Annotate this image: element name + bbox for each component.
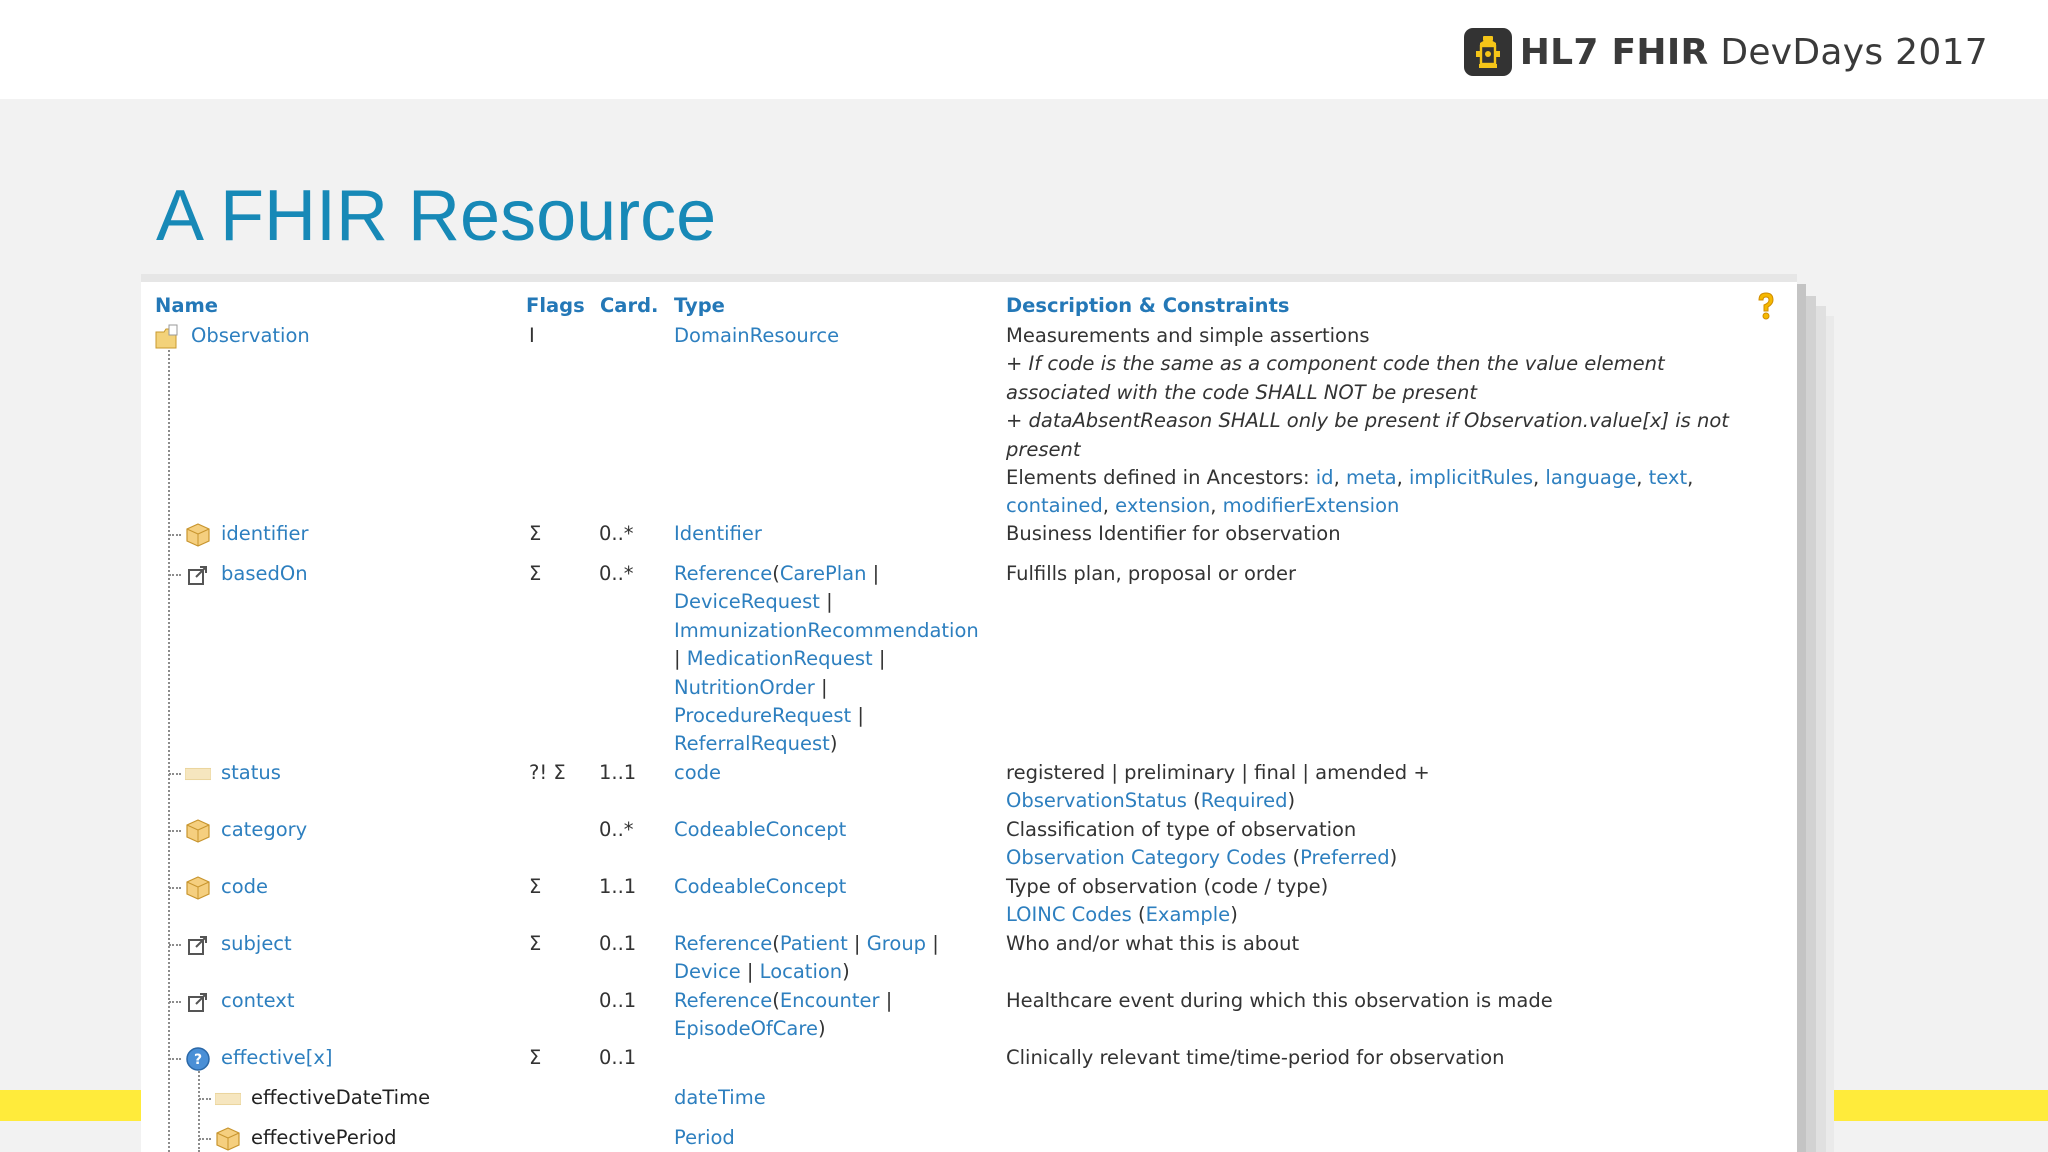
reference-link-icon xyxy=(185,989,211,1015)
ancestor-link[interactable]: modifierExtension xyxy=(1222,494,1400,518)
desc-effective: Clinically relevant time/time-period for observation xyxy=(1006,1046,1505,1069)
binding-strength-link[interactable]: Example xyxy=(1145,903,1231,927)
ancestor-link[interactable]: contained xyxy=(1006,494,1103,518)
reference-link-icon xyxy=(185,932,211,958)
element-name-code[interactable]: code xyxy=(221,875,269,898)
tree-branch xyxy=(169,1058,181,1060)
tree-line xyxy=(168,342,170,1152)
reference-link-icon xyxy=(185,562,211,588)
reference-type-link[interactable]: Reference xyxy=(674,989,773,1012)
reference-target-link[interactable]: Location xyxy=(759,960,843,984)
tree-branch xyxy=(169,830,181,832)
tree-branch xyxy=(169,887,181,889)
tree-branch xyxy=(199,1098,211,1100)
column-header-name: Name xyxy=(155,294,219,317)
datatype-cube-icon xyxy=(185,818,211,844)
slide-title: A FHIR Resource xyxy=(156,176,717,256)
fire-hydrant-icon xyxy=(1464,28,1512,76)
card-code: 1..1 xyxy=(599,875,637,898)
desc-context: Healthcare event during which this observation is made xyxy=(1006,989,1553,1012)
datatype-cube-icon xyxy=(215,1126,241,1152)
desc-category: Classification of type of observation Observation Category Codes (Preferred) xyxy=(1006,818,1398,870)
datatype-cube-icon xyxy=(185,875,211,901)
reference-target-link[interactable]: CarePlan xyxy=(779,562,867,585)
devdays-logo xyxy=(1464,28,1988,76)
type-effectivedatetime[interactable]: dateTime xyxy=(674,1086,766,1109)
type-category[interactable]: CodeableConcept xyxy=(674,818,847,841)
card-subject: 0..1 xyxy=(599,932,637,955)
reference-target-link[interactable]: EpisodeOfCare xyxy=(674,1017,818,1041)
element-name-status[interactable]: status xyxy=(221,761,281,784)
reference-target-link[interactable]: ReferralRequest xyxy=(674,732,830,756)
type-identifier[interactable]: Identifier xyxy=(674,522,762,545)
card-category: 0..* xyxy=(599,818,634,841)
tree-branch xyxy=(169,944,181,946)
type-code[interactable]: CodeableConcept xyxy=(674,875,847,898)
table-shadow xyxy=(1826,316,1834,1152)
binding-link[interactable]: ObservationStatus xyxy=(1006,789,1187,813)
tree-branch xyxy=(169,1001,181,1003)
tree-branch xyxy=(199,1138,211,1140)
ancestor-link[interactable]: text xyxy=(1648,466,1688,490)
reference-target-link[interactable]: NutritionOrder xyxy=(674,675,815,699)
reference-type-link[interactable]: Reference xyxy=(674,932,773,955)
reference-type-link[interactable]: Reference xyxy=(674,562,773,585)
reference-target-link[interactable]: ProcedureRequest xyxy=(674,704,852,728)
element-name-context[interactable]: context xyxy=(221,989,295,1012)
desc-basedon: Fulfills plan, proposal or order xyxy=(1006,562,1296,585)
element-name-subject[interactable]: subject xyxy=(221,932,292,955)
element-name-observation[interactable]: Observation xyxy=(191,324,310,347)
choice-type-icon xyxy=(185,1046,211,1072)
card-context: 0..1 xyxy=(599,989,637,1012)
primitive-type-icon xyxy=(185,761,211,787)
desc-identifier: Business Identifier for observation xyxy=(1006,522,1341,545)
type-effectiveperiod[interactable]: Period xyxy=(674,1126,735,1149)
question-mark-icon[interactable] xyxy=(1751,290,1781,322)
reference-target-link[interactable]: Encounter xyxy=(779,989,880,1012)
tree-branch xyxy=(169,534,181,536)
resource-table xyxy=(141,282,1797,1152)
flags-subject: Σ xyxy=(529,932,542,955)
reference-target-link[interactable]: MedicationRequest xyxy=(686,647,873,671)
element-name-basedon[interactable]: basedOn xyxy=(221,562,308,585)
card-status: 1..1 xyxy=(599,761,637,784)
tree-branch xyxy=(169,574,181,576)
ancestor-link[interactable]: id xyxy=(1315,466,1334,490)
ancestor-link[interactable]: meta xyxy=(1345,466,1397,490)
binding-link[interactable]: LOINC Codes xyxy=(1006,903,1132,927)
reference-target-link[interactable]: ImmunizationRecommendation xyxy=(674,618,979,642)
desc-observation: Measurements and simple assertions + If code is the same as a component code then the value element associated with the code SHALL NOT be present + dataAbsentReason SHALL only be present if Observation.value[x] is not present Elements defined in Ancestors: id, meta, implicitRules, language, text, contained, extension, modifierExtension xyxy=(1006,324,1729,518)
type-basedon: Reference(CarePlan | DeviceRequest | ImmunizationRecommendation | MedicationRequest | NutritionOrder | ProcedureRequest | ReferralRequest) xyxy=(674,562,979,756)
primitive-type-icon xyxy=(215,1086,241,1112)
card-basedon: 0..* xyxy=(599,562,634,585)
card-identifier: 0..* xyxy=(599,522,634,545)
desc-subject: Who and/or what this is about xyxy=(1006,932,1300,955)
table-shadow xyxy=(1806,296,1816,1152)
element-name-effective[interactable]: effective[x] xyxy=(221,1046,333,1069)
card-effective: 0..1 xyxy=(599,1046,637,1069)
flags-status: ?! Σ xyxy=(529,761,566,784)
reference-target-link[interactable]: Device xyxy=(674,960,741,984)
logo-text-bold: HL7 FHIR xyxy=(1519,31,1709,73)
binding-link[interactable]: Observation Category Codes xyxy=(1006,846,1287,870)
column-header-description: Description & Constraints xyxy=(1006,294,1290,317)
slide-header xyxy=(0,0,2048,99)
logo-text-rest: DevDays 2017 xyxy=(1708,31,1988,73)
flags-basedon: Σ xyxy=(529,562,542,585)
element-name-effectiveperiod: effectivePeriod xyxy=(251,1126,397,1149)
element-name-category[interactable]: category xyxy=(221,818,308,841)
binding-strength-link[interactable]: Preferred xyxy=(1300,846,1390,870)
type-observation[interactable]: DomainResource xyxy=(674,324,840,347)
type-context: Reference(Encounter | EpisodeOfCare) xyxy=(674,989,893,1041)
element-name-identifier[interactable]: identifier xyxy=(221,522,309,545)
table-shadow xyxy=(141,274,1797,282)
flags-effective: Σ xyxy=(529,1046,542,1069)
desc-code: Type of observation (code / type) LOINC Codes (Example) xyxy=(1006,875,1329,927)
flags-identifier: Σ xyxy=(529,522,542,545)
ancestor-link[interactable]: implicitRules xyxy=(1408,466,1533,490)
reference-target-link[interactable]: Patient xyxy=(779,932,848,955)
reference-target-link[interactable]: Group xyxy=(866,932,927,955)
desc-status: registered | preliminary | final | amended + ObservationStatus (Required) xyxy=(1006,761,1430,813)
datatype-cube-icon xyxy=(185,522,211,548)
flags-code: Σ xyxy=(529,875,542,898)
table-shadow xyxy=(1796,284,1806,1152)
column-header-type: Type xyxy=(674,294,725,317)
ancestor-link[interactable]: language xyxy=(1545,466,1637,490)
flags-observation: I xyxy=(529,324,535,347)
type-subject: Reference(Patient | Group | Device | Location) xyxy=(674,932,939,984)
type-status[interactable]: code xyxy=(674,761,722,784)
element-name-effectivedatetime: effectiveDateTime xyxy=(251,1086,431,1109)
ancestor-link[interactable]: extension xyxy=(1115,494,1211,518)
reference-target-link[interactable]: DeviceRequest xyxy=(674,590,820,614)
binding-strength-link[interactable]: Required xyxy=(1200,789,1288,813)
column-header-flags: Flags xyxy=(526,294,585,317)
table-shadow xyxy=(1816,306,1826,1152)
column-header-card: Card. xyxy=(600,294,659,317)
tree-branch xyxy=(169,773,181,775)
svg-text:?: ? xyxy=(193,1052,203,1068)
resource-folder-icon xyxy=(155,324,181,350)
